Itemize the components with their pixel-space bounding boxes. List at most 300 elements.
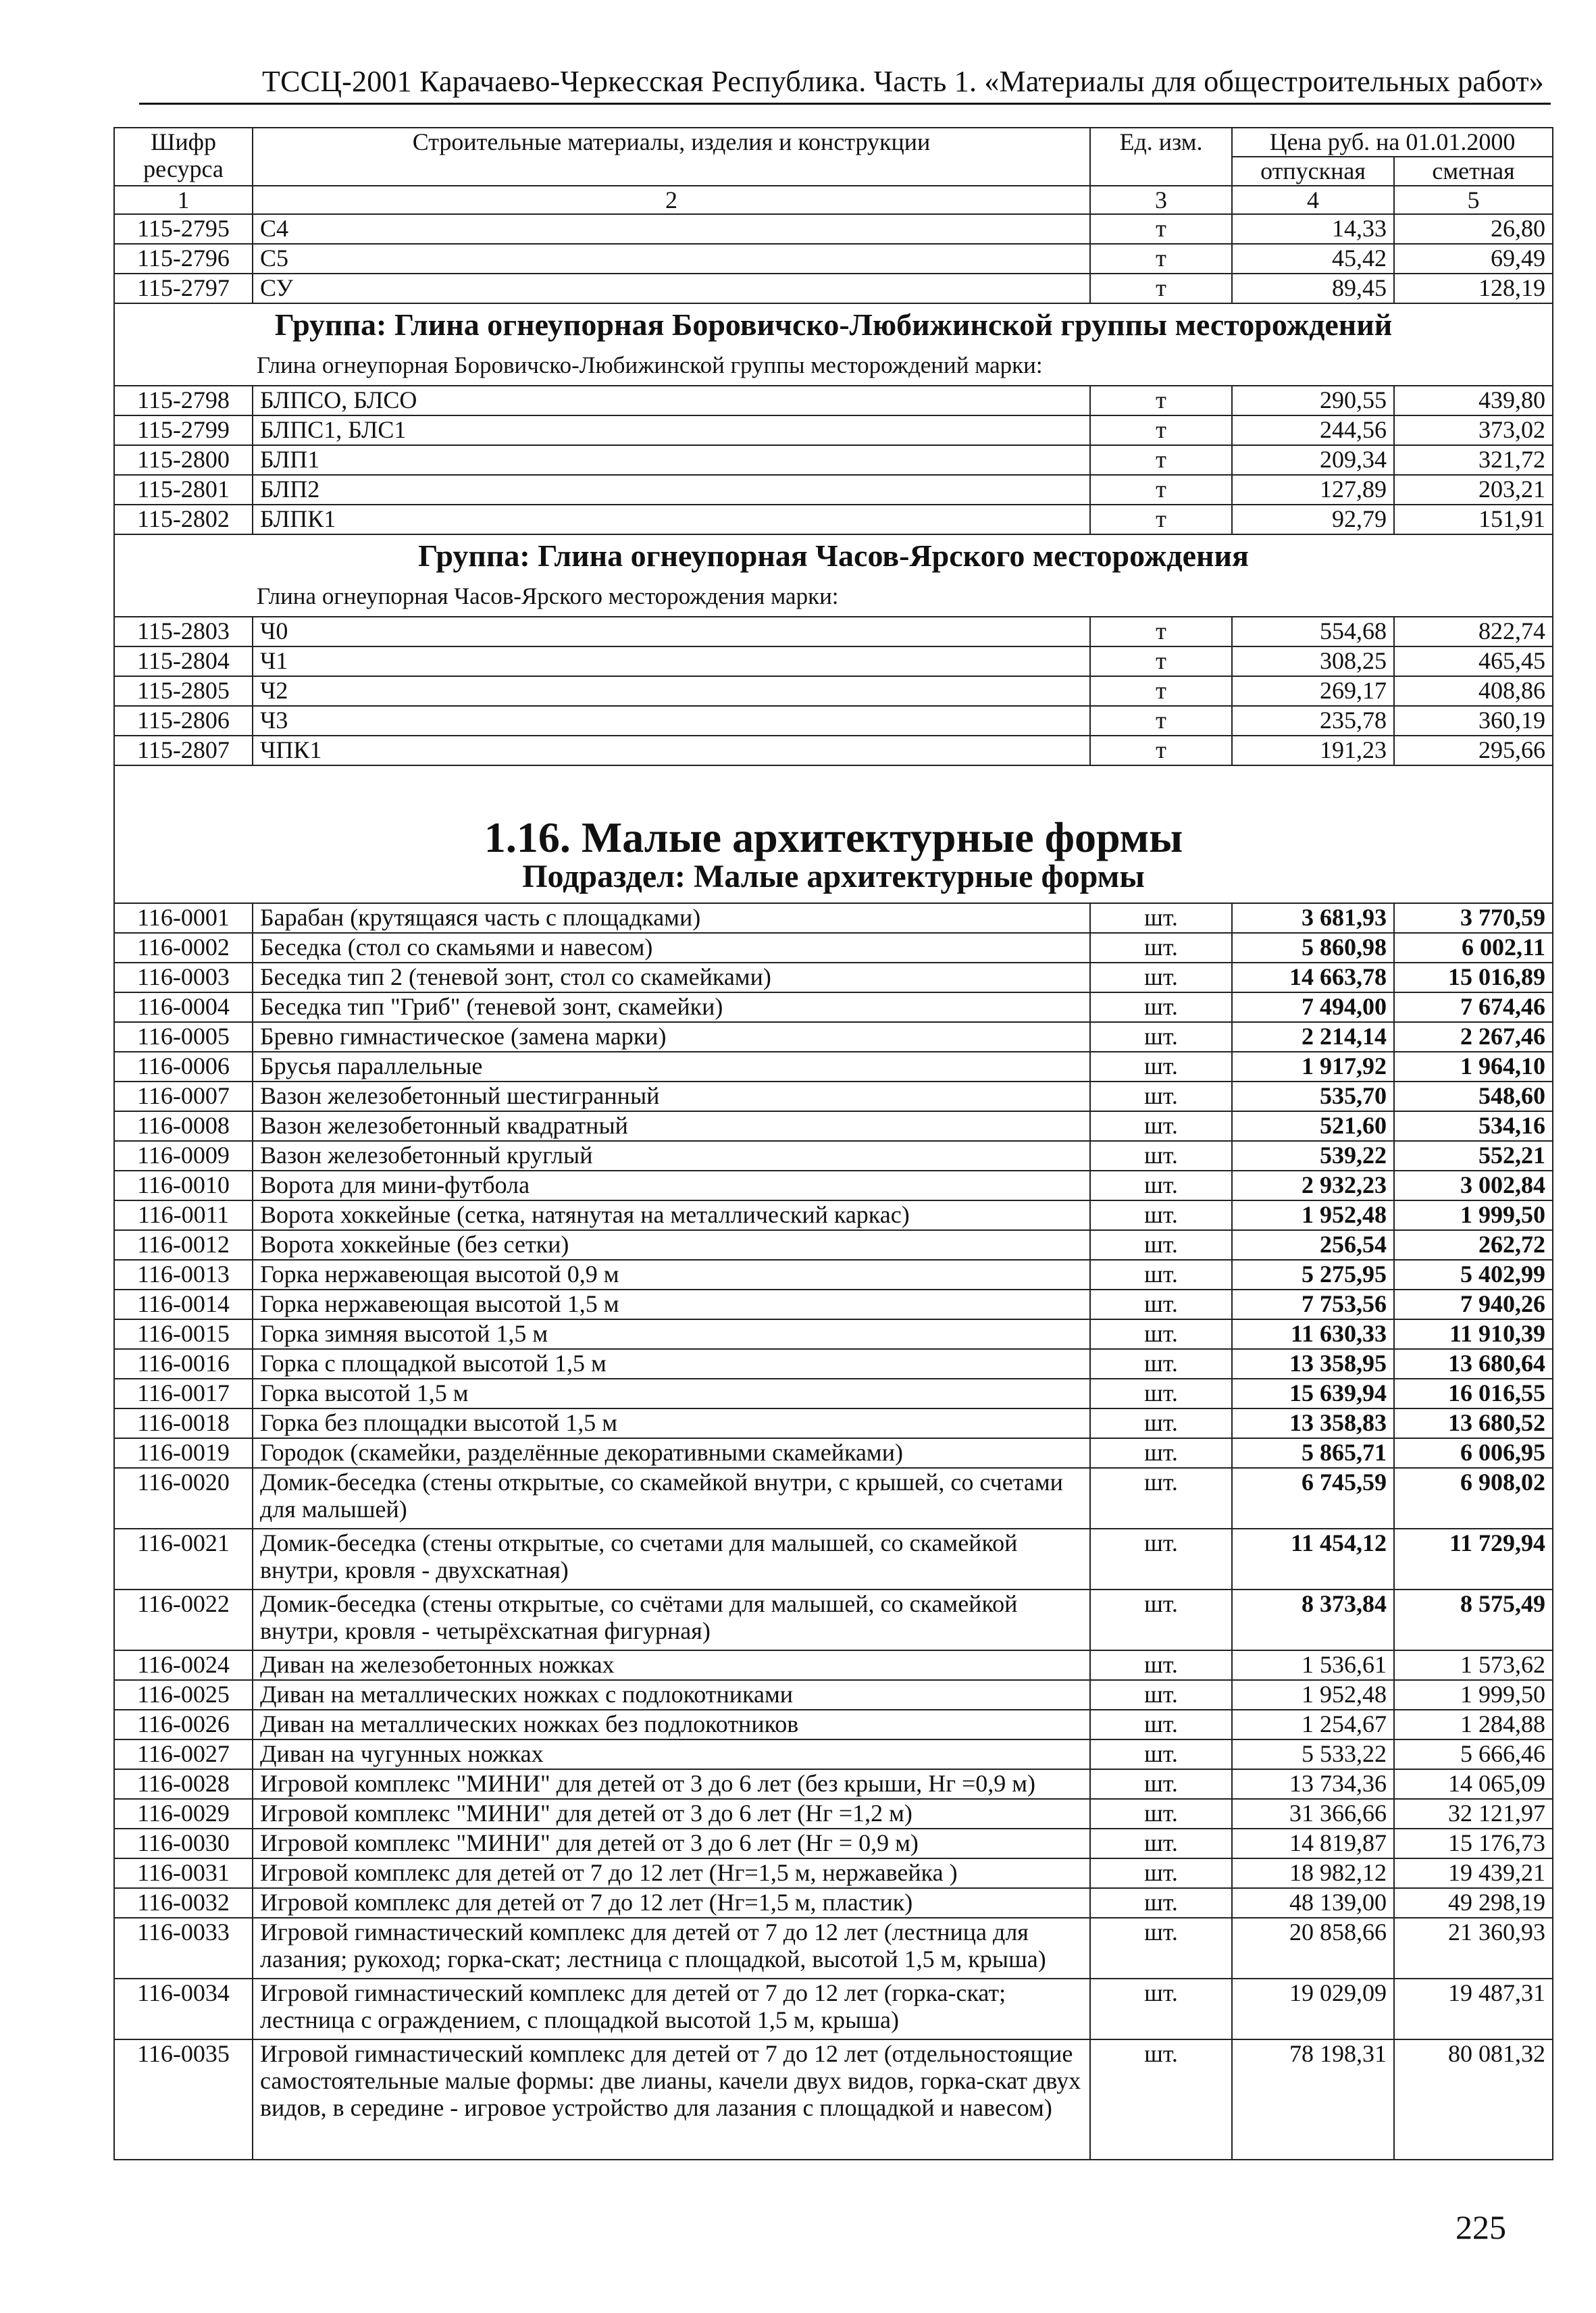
unit-of-measure: шт. [1090, 1829, 1232, 1858]
release-price: 269,17 [1232, 676, 1394, 706]
estimate-price: 5 402,99 [1394, 1260, 1553, 1290]
table-row [114, 736, 1553, 765]
release-price: 521,60 [1232, 1111, 1394, 1141]
table-row [114, 1200, 1553, 1230]
resource-code: 116-0008 [114, 1111, 253, 1141]
resource-code: 116-0027 [114, 1739, 253, 1769]
estimate-price: 80 081,32 [1394, 2039, 1553, 2160]
column-number: 5 [1394, 186, 1553, 214]
header-price: Цена руб. на 01.01.2000 [1232, 128, 1553, 157]
material-name: Горка без площадки высотой 1,5 м [253, 1408, 1090, 1438]
material-name: БЛПК1 [253, 505, 1090, 534]
table-row [114, 1111, 1553, 1141]
resource-code: 116-0025 [114, 1680, 253, 1710]
estimate-price: 822,74 [1394, 617, 1553, 646]
header-code: Шифр ресурса [114, 128, 253, 186]
unit-of-measure: шт. [1090, 1260, 1232, 1290]
table-row [114, 214, 1553, 244]
release-price: 11 630,33 [1232, 1319, 1394, 1349]
resource-code: 115-2798 [114, 386, 253, 415]
unit-of-measure: шт. [1090, 1230, 1232, 1260]
estimate-price: 15 176,73 [1394, 1829, 1553, 1858]
section-title: 1.16. Малые архитектурные формы [114, 765, 1553, 851]
material-name: Бревно гимнастическое (замена марки) [253, 1022, 1090, 1052]
material-name: Горка с площадкой высотой 1,5 м [253, 1349, 1090, 1379]
estimate-price: 534,16 [1394, 1111, 1553, 1141]
material-name: Горка нержавеющая высотой 1,5 м [253, 1290, 1090, 1319]
header-estimate-price: сметная [1394, 157, 1553, 186]
estimate-price: 439,80 [1394, 386, 1553, 415]
estimate-price: 548,60 [1394, 1082, 1553, 1111]
unit-of-measure: шт. [1090, 1468, 1232, 1529]
estimate-price: 3 002,84 [1394, 1171, 1553, 1200]
release-price: 256,54 [1232, 1230, 1394, 1260]
table-row [114, 505, 1553, 534]
material-name: Домик-беседка (стены открытые, со счетами для малышей, со скамейкой внутри, кровля - двухскатная) [253, 1529, 1090, 1590]
estimate-price: 128,19 [1394, 274, 1553, 303]
material-name: Брусья параллельные [253, 1052, 1090, 1082]
table-row [114, 1141, 1553, 1171]
group-intro-row [114, 577, 1553, 617]
table-row [114, 1858, 1553, 1888]
table-row [114, 1829, 1553, 1858]
unit-of-measure: шт. [1090, 1290, 1232, 1319]
estimate-price: 1 964,10 [1394, 1052, 1553, 1082]
estimate-price: 8 575,49 [1394, 1590, 1553, 1650]
unit-of-measure: т [1090, 475, 1232, 505]
page-header [139, 62, 1551, 105]
material-name: Игровой комплекс для детей от 7 до 12 лет (Нг=1,5 м, нержавейка ) [253, 1858, 1090, 1888]
unit-of-measure: шт. [1090, 1022, 1232, 1052]
release-price: 45,42 [1232, 244, 1394, 274]
resource-code: 116-0028 [114, 1769, 253, 1799]
resource-code: 116-0033 [114, 1918, 253, 1979]
estimate-price: 408,86 [1394, 676, 1553, 706]
unit-of-measure: шт. [1090, 903, 1232, 933]
release-price: 308,25 [1232, 646, 1394, 676]
resource-code: 116-0030 [114, 1829, 253, 1858]
estimate-price: 360,19 [1394, 706, 1553, 736]
resource-code: 115-2801 [114, 475, 253, 505]
release-price: 1 952,48 [1232, 1680, 1394, 1710]
resource-code: 116-0015 [114, 1319, 253, 1349]
estimate-price: 11 729,94 [1394, 1529, 1553, 1590]
column-number: 2 [253, 186, 1090, 214]
unit-of-measure: шт. [1090, 1082, 1232, 1111]
material-name: Игровой гимнастический комплекс для детей от 7 до 12 лет (горка-скат; лестница с ограждением, с площадкой высотой 1,5 м, крыша) [253, 1979, 1090, 2039]
price-table [113, 127, 1553, 2160]
resource-code: 116-0003 [114, 963, 253, 992]
release-price: 5 533,22 [1232, 1739, 1394, 1769]
unit-of-measure: шт. [1090, 933, 1232, 963]
table-row [114, 1319, 1553, 1349]
material-name: Вазон железобетонный шестигранный [253, 1082, 1090, 1111]
release-price: 290,55 [1232, 386, 1394, 415]
estimate-price: 321,72 [1394, 445, 1553, 475]
unit-of-measure: т [1090, 676, 1232, 706]
material-name: Городок (скамейки, разделённые декоративными скамейками) [253, 1438, 1090, 1468]
release-price: 127,89 [1232, 475, 1394, 505]
material-name: Ворота для мини-футбола [253, 1171, 1090, 1200]
unit-of-measure: шт. [1090, 1918, 1232, 1979]
resource-code: 115-2804 [114, 646, 253, 676]
resource-code: 115-2799 [114, 415, 253, 445]
estimate-price: 19 439,21 [1394, 1858, 1553, 1888]
table-row [114, 415, 1553, 445]
header-release-price: отпускная [1232, 157, 1394, 186]
release-price: 89,45 [1232, 274, 1394, 303]
table-row [114, 1650, 1553, 1680]
unit-of-measure: шт. [1090, 1769, 1232, 1799]
estimate-price: 21 360,93 [1394, 1918, 1553, 1979]
table-row [114, 244, 1553, 274]
material-name: Диван на металлических ножках с подлокотниками [253, 1680, 1090, 1710]
resource-code: 116-0019 [114, 1438, 253, 1468]
material-name: Игровой комплекс для детей от 7 до 12 лет (Нг=1,5 м, пластик) [253, 1888, 1090, 1918]
table-row [114, 386, 1553, 415]
group-intro-row [114, 346, 1553, 386]
material-name: Диван на металлических ножках без подлокотников [253, 1710, 1090, 1739]
table-row [114, 1260, 1553, 1290]
estimate-price: 15 016,89 [1394, 963, 1553, 992]
release-price: 1 952,48 [1232, 1200, 1394, 1230]
table-row [114, 1680, 1553, 1710]
material-name: Беседка тип 2 (теневой зонт, стол со скамейками) [253, 963, 1090, 992]
estimate-price: 2 267,46 [1394, 1022, 1553, 1052]
estimate-price: 3 770,59 [1394, 903, 1553, 933]
resource-code: 116-0007 [114, 1082, 253, 1111]
resource-code: 115-2806 [114, 706, 253, 736]
table-row [114, 933, 1553, 963]
estimate-price: 295,66 [1394, 736, 1553, 765]
resource-code: 115-2805 [114, 676, 253, 706]
table-row [114, 706, 1553, 736]
material-name: С5 [253, 244, 1090, 274]
material-name: Ч3 [253, 706, 1090, 736]
release-price: 5 865,71 [1232, 1438, 1394, 1468]
estimate-price: 1 284,88 [1394, 1710, 1553, 1739]
estimate-price: 1 999,50 [1394, 1200, 1553, 1230]
table-row [114, 475, 1553, 505]
table-row [114, 676, 1553, 706]
resource-code: 116-0013 [114, 1260, 253, 1290]
group-intro: Глина огнеупорная Часов-Ярского месторождения марки: [114, 577, 1553, 617]
material-name: БЛП1 [253, 445, 1090, 475]
table-header-row [114, 128, 1553, 157]
table-row [114, 1888, 1553, 1918]
estimate-price: 49 298,19 [1394, 1888, 1553, 1918]
material-name: Ворота хоккейные (сетка, натянутая на металлический каркас) [253, 1200, 1090, 1230]
material-name: Горка зимняя высотой 1,5 м [253, 1319, 1090, 1349]
table-row [114, 903, 1553, 933]
unit-of-measure: шт. [1090, 1408, 1232, 1438]
unit-of-measure: т [1090, 646, 1232, 676]
material-name: БЛПС1, БЛС1 [253, 415, 1090, 445]
material-name: Игровой гимнастический комплекс для детей от 7 до 12 лет (лестница для лазания; рукоход; горка-скат; лестница с площадкой, высотой 1,5 м, крыша) [253, 1918, 1090, 1979]
resource-code: 116-0006 [114, 1052, 253, 1082]
release-price: 48 139,00 [1232, 1888, 1394, 1918]
unit-of-measure: т [1090, 445, 1232, 475]
table-row [114, 1529, 1553, 1590]
release-price: 191,23 [1232, 736, 1394, 765]
table-row [114, 1171, 1553, 1200]
material-name: БЛПСО, БЛСО [253, 386, 1090, 415]
table-row [114, 1022, 1553, 1052]
release-price: 3 681,93 [1232, 903, 1394, 933]
group-heading-row [114, 303, 1553, 346]
release-price: 13 734,36 [1232, 1769, 1394, 1799]
estimate-price: 7 674,46 [1394, 992, 1553, 1022]
resource-code: 116-0022 [114, 1590, 253, 1650]
table-row [114, 963, 1553, 992]
table-row [114, 2039, 1553, 2160]
table-row [114, 1290, 1553, 1319]
column-number: 4 [1232, 186, 1394, 214]
release-price: 78 198,31 [1232, 2039, 1394, 2160]
resource-code: 115-2800 [114, 445, 253, 475]
unit-of-measure: т [1090, 274, 1232, 303]
table-row [114, 617, 1553, 646]
release-price: 18 982,12 [1232, 1858, 1394, 1888]
estimate-price: 14 065,09 [1394, 1769, 1553, 1799]
material-name: ЧПК1 [253, 736, 1090, 765]
release-price: 2 932,23 [1232, 1171, 1394, 1200]
release-price: 19 029,09 [1232, 1979, 1394, 2039]
document-title: ТССЦ-2001 Карачаево-Черкесская Республика. Часть 1. «Материалы для общестроительных работ» [262, 65, 1544, 98]
resource-code: 116-0014 [114, 1290, 253, 1319]
subsection-heading-row [114, 851, 1553, 903]
table-row [114, 274, 1553, 303]
estimate-price: 11 910,39 [1394, 1319, 1553, 1349]
unit-of-measure: шт. [1090, 1052, 1232, 1082]
resource-code: 115-2796 [114, 244, 253, 274]
unit-of-measure: т [1090, 214, 1232, 244]
subsection-title: Подраздел: Малые архитектурные формы [114, 851, 1553, 903]
resource-code: 116-0029 [114, 1799, 253, 1829]
resource-code: 116-0005 [114, 1022, 253, 1052]
unit-of-measure: шт. [1090, 1349, 1232, 1379]
material-name: Игровой комплекс "МИНИ" для детей от 3 до 6 лет (без крыши, Нг =0,9 м) [253, 1769, 1090, 1799]
resource-code: 116-0026 [114, 1710, 253, 1739]
material-name: Горка высотой 1,5 м [253, 1379, 1090, 1408]
release-price: 554,68 [1232, 617, 1394, 646]
unit-of-measure: шт. [1090, 1141, 1232, 1171]
group-intro: Глина огнеупорная Боровичско-Любижинской группы месторождений марки: [114, 346, 1553, 386]
estimate-price: 19 487,31 [1394, 1979, 1553, 2039]
release-price: 14,33 [1232, 214, 1394, 244]
table-row [114, 1979, 1553, 2039]
resource-code: 116-0017 [114, 1379, 253, 1408]
unit-of-measure: шт. [1090, 1888, 1232, 1918]
resource-code: 116-0011 [114, 1200, 253, 1230]
table-row [114, 1739, 1553, 1769]
material-name: Диван на чугунных ножках [253, 1739, 1090, 1769]
unit-of-measure: шт. [1090, 1739, 1232, 1769]
table-row [114, 1379, 1553, 1408]
unit-of-measure: шт. [1090, 2039, 1232, 2160]
estimate-price: 552,21 [1394, 1141, 1553, 1171]
group-title: Группа: Глина огнеупорная Боровичско-Любижинской группы месторождений [114, 303, 1553, 346]
table-row [114, 1438, 1553, 1468]
table-row [114, 1590, 1553, 1650]
unit-of-measure: шт. [1090, 1379, 1232, 1408]
unit-of-measure: шт. [1090, 1979, 1232, 2039]
resource-code: 116-0018 [114, 1408, 253, 1438]
column-number-row [114, 186, 1553, 214]
material-name: Ч0 [253, 617, 1090, 646]
table-row [114, 646, 1553, 676]
unit-of-measure: шт. [1090, 1710, 1232, 1739]
estimate-price: 7 940,26 [1394, 1290, 1553, 1319]
material-name: Барабан (крутящаяся часть с площадками) [253, 903, 1090, 933]
release-price: 31 366,66 [1232, 1799, 1394, 1829]
unit-of-measure: т [1090, 244, 1232, 274]
material-name: Горка нержавеющая высотой 0,9 м [253, 1260, 1090, 1290]
resource-code: 115-2807 [114, 736, 253, 765]
material-name: БЛП2 [253, 475, 1090, 505]
unit-of-measure: шт. [1090, 1438, 1232, 1468]
material-name: С4 [253, 214, 1090, 244]
group-heading-row [114, 534, 1553, 577]
unit-of-measure: т [1090, 706, 1232, 736]
unit-of-measure: шт. [1090, 1200, 1232, 1230]
table-row [114, 1052, 1553, 1082]
resource-code: 116-0024 [114, 1650, 253, 1680]
release-price: 1 917,92 [1232, 1052, 1394, 1082]
release-price: 14 819,87 [1232, 1829, 1394, 1858]
resource-code: 116-0016 [114, 1349, 253, 1379]
header-name: Строительные материалы, изделия и конструкции [253, 128, 1090, 186]
material-name: Диван на железобетонных ножках [253, 1650, 1090, 1680]
unit-of-measure: шт. [1090, 1319, 1232, 1349]
group-title: Группа: Глина огнеупорная Часов-Ярского месторождения [114, 534, 1553, 577]
header-unit: Ед. изм. [1090, 128, 1232, 186]
estimate-price: 203,21 [1394, 475, 1553, 505]
unit-of-measure: шт. [1090, 963, 1232, 992]
unit-of-measure: шт. [1090, 1529, 1232, 1590]
unit-of-measure: шт. [1090, 1680, 1232, 1710]
material-name: Игровой гимнастический комплекс для детей от 7 до 12 лет (отдельностоящие самостоятельные малые формы: две лианы, качели двух видов, горка-скат двух видов, в середине - игровое устройство для лазания с площадкой и навесом) [253, 2039, 1090, 2160]
resource-code: 115-2803 [114, 617, 253, 646]
resource-code: 116-0001 [114, 903, 253, 933]
estimate-price: 262,72 [1394, 1230, 1553, 1260]
estimate-price: 32 121,97 [1394, 1799, 1553, 1829]
table-row [114, 1349, 1553, 1379]
table-row [114, 1082, 1553, 1111]
resource-code: 116-0034 [114, 1979, 253, 2039]
estimate-price: 13 680,64 [1394, 1349, 1553, 1379]
resource-code: 116-0002 [114, 933, 253, 963]
estimate-price: 6 006,95 [1394, 1438, 1553, 1468]
release-price: 539,22 [1232, 1141, 1394, 1171]
release-price: 5 275,95 [1232, 1260, 1394, 1290]
unit-of-measure: т [1090, 505, 1232, 534]
material-name: Игровой комплекс "МИНИ" для детей от 3 до 6 лет (Нг = 0,9 м) [253, 1829, 1090, 1858]
resource-code: 115-2797 [114, 274, 253, 303]
release-price: 7 753,56 [1232, 1290, 1394, 1319]
release-price: 1 536,61 [1232, 1650, 1394, 1680]
page-number: 225 [1456, 2208, 1506, 2246]
unit-of-measure: т [1090, 617, 1232, 646]
resource-code: 116-0032 [114, 1888, 253, 1918]
material-name: Вазон железобетонный квадратный [253, 1111, 1090, 1141]
resource-code: 116-0021 [114, 1529, 253, 1590]
unit-of-measure: шт. [1090, 1650, 1232, 1680]
estimate-price: 5 666,46 [1394, 1739, 1553, 1769]
estimate-price: 465,45 [1394, 646, 1553, 676]
column-number: 1 [114, 186, 253, 214]
table-row [114, 1230, 1553, 1260]
release-price: 235,78 [1232, 706, 1394, 736]
unit-of-measure: шт. [1090, 992, 1232, 1022]
release-price: 5 860,98 [1232, 933, 1394, 963]
section-heading-row [114, 765, 1553, 851]
estimate-price: 151,91 [1394, 505, 1553, 534]
estimate-price: 13 680,52 [1394, 1408, 1553, 1438]
release-price: 7 494,00 [1232, 992, 1394, 1022]
material-name: Беседка (стол со скамьями и навесом) [253, 933, 1090, 963]
release-price: 15 639,94 [1232, 1379, 1394, 1408]
release-price: 1 254,67 [1232, 1710, 1394, 1739]
release-price: 13 358,95 [1232, 1349, 1394, 1379]
estimate-price: 16 016,55 [1394, 1379, 1553, 1408]
resource-code: 115-2795 [114, 214, 253, 244]
estimate-price: 1 999,50 [1394, 1680, 1553, 1710]
material-name: Ч1 [253, 646, 1090, 676]
release-price: 209,34 [1232, 445, 1394, 475]
estimate-price: 373,02 [1394, 415, 1553, 445]
estimate-price: 6 908,02 [1394, 1468, 1553, 1529]
table-row [114, 1918, 1553, 1979]
resource-code: 115-2802 [114, 505, 253, 534]
material-name: Игровой комплекс "МИНИ" для детей от 3 до 6 лет (Нг =1,2 м) [253, 1799, 1090, 1829]
resource-code: 116-0009 [114, 1141, 253, 1171]
release-price: 20 858,66 [1232, 1918, 1394, 1979]
release-price: 2 214,14 [1232, 1022, 1394, 1052]
release-price: 13 358,83 [1232, 1408, 1394, 1438]
resource-code: 116-0020 [114, 1468, 253, 1529]
estimate-price: 1 573,62 [1394, 1650, 1553, 1680]
unit-of-measure: шт. [1090, 1590, 1232, 1650]
resource-code: 116-0031 [114, 1858, 253, 1888]
column-number: 3 [1090, 186, 1232, 214]
resource-code: 116-0012 [114, 1230, 253, 1260]
release-price: 8 373,84 [1232, 1590, 1394, 1650]
material-name: Домик-беседка (стены открытые, со счётами для малышей, со скамейкой внутри, кровля - четырёхскатная фигурная) [253, 1590, 1090, 1650]
estimate-price: 6 002,11 [1394, 933, 1553, 963]
release-price: 92,79 [1232, 505, 1394, 534]
table-row [114, 445, 1553, 475]
unit-of-measure: т [1090, 386, 1232, 415]
release-price: 535,70 [1232, 1082, 1394, 1111]
release-price: 6 745,59 [1232, 1468, 1394, 1529]
table-row [114, 1710, 1553, 1739]
release-price: 11 454,12 [1232, 1529, 1394, 1590]
unit-of-measure: шт. [1090, 1111, 1232, 1141]
table-row [114, 1468, 1553, 1529]
estimate-price: 69,49 [1394, 244, 1553, 274]
unit-of-measure: т [1090, 415, 1232, 445]
material-name: Вазон железобетонный круглый [253, 1141, 1090, 1171]
material-name: Ч2 [253, 676, 1090, 706]
unit-of-measure: шт. [1090, 1171, 1232, 1200]
resource-code: 116-0035 [114, 2039, 253, 2160]
material-name: СУ [253, 274, 1090, 303]
release-price: 14 663,78 [1232, 963, 1394, 992]
table-row [114, 992, 1553, 1022]
table-row [114, 1769, 1553, 1799]
material-name: Домик-беседка (стены открытые, со скамейкой внутри, с крышей, со счетами для малышей) [253, 1468, 1090, 1529]
